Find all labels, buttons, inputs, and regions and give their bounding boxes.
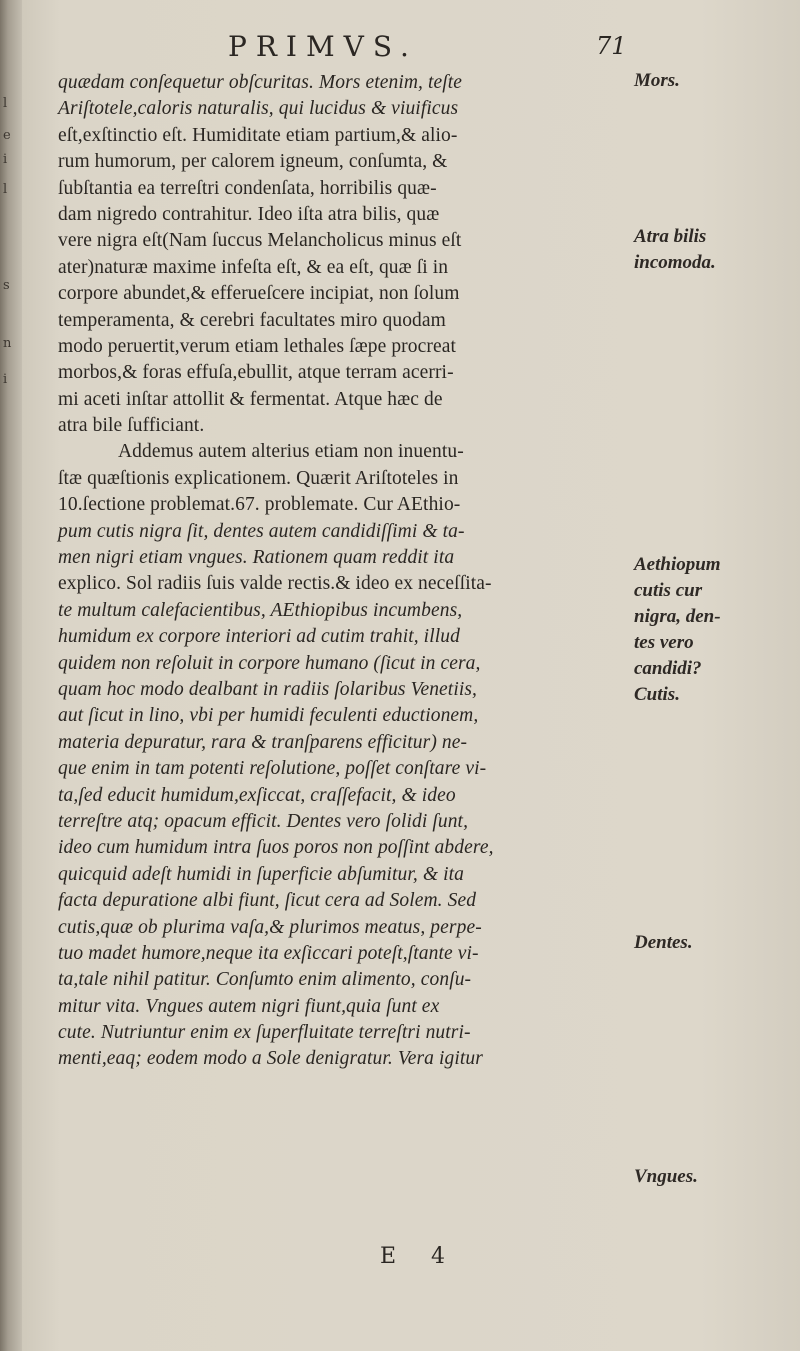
adjacent-page-gutter xyxy=(0,0,22,1351)
text-line: que enim in tam potenti reſolutione, poſſet conſtare vi- xyxy=(58,758,487,780)
text-line: atra bile ſufficiant. xyxy=(58,415,205,437)
text-line: mitur vita. Vngues autem nigri fiunt,quia ſunt ex xyxy=(58,995,440,1017)
margin-note-aethiopum: candidi? xyxy=(634,658,702,679)
margin-note-aethiopum: Aethiopum xyxy=(634,554,721,575)
text-line: cute. Nutriuntur enim ex ſuperfluitate terreſtri nutri- xyxy=(58,1022,471,1044)
text-line: quidem non reſoluit in corpore humano (ſicut in cera, xyxy=(58,652,481,674)
text-line: quædam conſequetur obſcuritas. Mors etenim, teſte xyxy=(58,72,463,93)
text-line: explico. Sol radiis ſuis valde rectis.& ideo ex neceſſita- xyxy=(58,573,492,595)
text-line: cutis,quæ ob plurima vaſa,& plurimos meatus, perpe- xyxy=(58,916,482,938)
text-line: ideo cum humidum intra ſuos poros non poſſint abdere, xyxy=(58,837,494,859)
text-line: ſubſtantia ea terreſtri condenſata, horribilis quæ- xyxy=(58,177,437,199)
text-line: materia depuratur, rara & tranſparens efficitur) ne- xyxy=(58,731,468,753)
gutter-letter: l xyxy=(3,182,8,197)
margin-note-dentes: Dentes. xyxy=(634,932,693,953)
text-line: te multum calefacientibus, AEthiopibus incumbens, xyxy=(58,599,463,621)
text-line: quam hoc modo dealbant in radiis ſolaribus Venetiis, xyxy=(58,678,478,700)
text-line: aut ſicut in lino, vbi per humidi feculenti eductionem, xyxy=(58,705,479,727)
text-line: rum humorum, per calorem igneum, conſumta, & xyxy=(58,151,448,173)
margin-note-aethiopum: tes vero xyxy=(634,632,694,653)
gutter-letter: i xyxy=(3,372,8,387)
margin-note-atra-bilis: Atra bilis xyxy=(634,226,707,247)
text-line: eſt,exſtinctio eſt. Humiditate etiam partium,& alio- xyxy=(58,124,458,146)
text-line: 10.ſectione problemat.67. problemate. Cur AEthio- xyxy=(58,494,461,516)
margin-note-mors: Mors. xyxy=(634,70,680,91)
margin-note-vngues: Vngues. xyxy=(634,1166,698,1187)
text-line: men nigri etiam vngues. Rationem quam reddit ita xyxy=(58,547,455,569)
text-line: corpore abundet,& efferueſcere incipiat, non ſolum xyxy=(58,283,460,305)
text-line: ater)naturæ maxime infeſta eſt, & ea eſt, quæ ſi in xyxy=(58,256,449,278)
gutter-letter: n xyxy=(3,336,12,351)
gutter-letter: i xyxy=(3,152,8,167)
gutter-letter: e xyxy=(3,128,11,143)
signature-mark: E 4 xyxy=(380,1244,460,1269)
text-line: vere nigra eſt(Nam ſuccus Melancholicus minus eſt xyxy=(58,230,462,252)
body-text xyxy=(58,70,628,1073)
text-line: humidum ex corpore interiori ad cutim trahit, illud xyxy=(58,626,460,648)
text-line: ta,tale nihil patitur. Conſumto enim alimento, conſu- xyxy=(58,969,472,991)
text-line: ſtæ quæſtionis explicationem. Quærit Ariſtoteles in xyxy=(58,467,459,489)
page-header xyxy=(0,30,800,70)
margin-note-atra-bilis: incomoda. xyxy=(634,252,716,273)
text-line: temperamenta, & cerebri facultates miro quodam xyxy=(58,309,446,331)
text-line: terreſtre atq; opacum efficit. Dentes vero ſolidi ſunt, xyxy=(58,810,469,832)
text-line: dam nigredo contrahitur. Ideo iſta atra bilis, quæ xyxy=(58,203,440,225)
gutter-letter: l xyxy=(3,96,8,111)
text-line: tuo madet humore,neque ita exſiccari poteſt,ſtante vi- xyxy=(58,942,479,964)
gutter-letter: s xyxy=(3,278,10,293)
margin-note-aethiopum: nigra, den- xyxy=(634,606,721,627)
text-line: menti,eaq; eodem modo a Sole denigratur. Vera igitur xyxy=(58,1048,483,1070)
text-line: Ariſtotele,caloris naturalis, qui lucidus & viuificus xyxy=(58,98,459,120)
margin-note-aethiopum: cutis cur xyxy=(634,580,703,601)
text-line: modo peruertit,verum etiam lethales ſæpe procreat xyxy=(58,335,457,357)
text-line: quicquid adeſt humidi in ſuperficie abſumitur, & ita xyxy=(58,863,465,885)
text-line: facta depuratione albi fiunt, ſicut cera ad Solem. Sed xyxy=(58,890,477,912)
margin-note-cutis: Cutis. xyxy=(634,684,680,705)
text-line: mi aceti inſtar attollit & fermentat. Atque hæc de xyxy=(58,388,443,410)
text-line: morbos,& foras effuſa,ebullit, atque terram acerri- xyxy=(58,362,454,384)
running-head: PRIMVS. xyxy=(228,30,418,63)
text-line: ta,ſed educit humidum,exſiccat, craſſefacit, & ideo xyxy=(58,784,456,806)
page-number: 71 xyxy=(596,32,627,60)
paragraph-start-line: Addemus autem alterius etiam non inuentu- xyxy=(118,441,464,463)
text-line: pum cutis nigra ſit, dentes autem candidiſſimi & ta- xyxy=(58,520,465,542)
